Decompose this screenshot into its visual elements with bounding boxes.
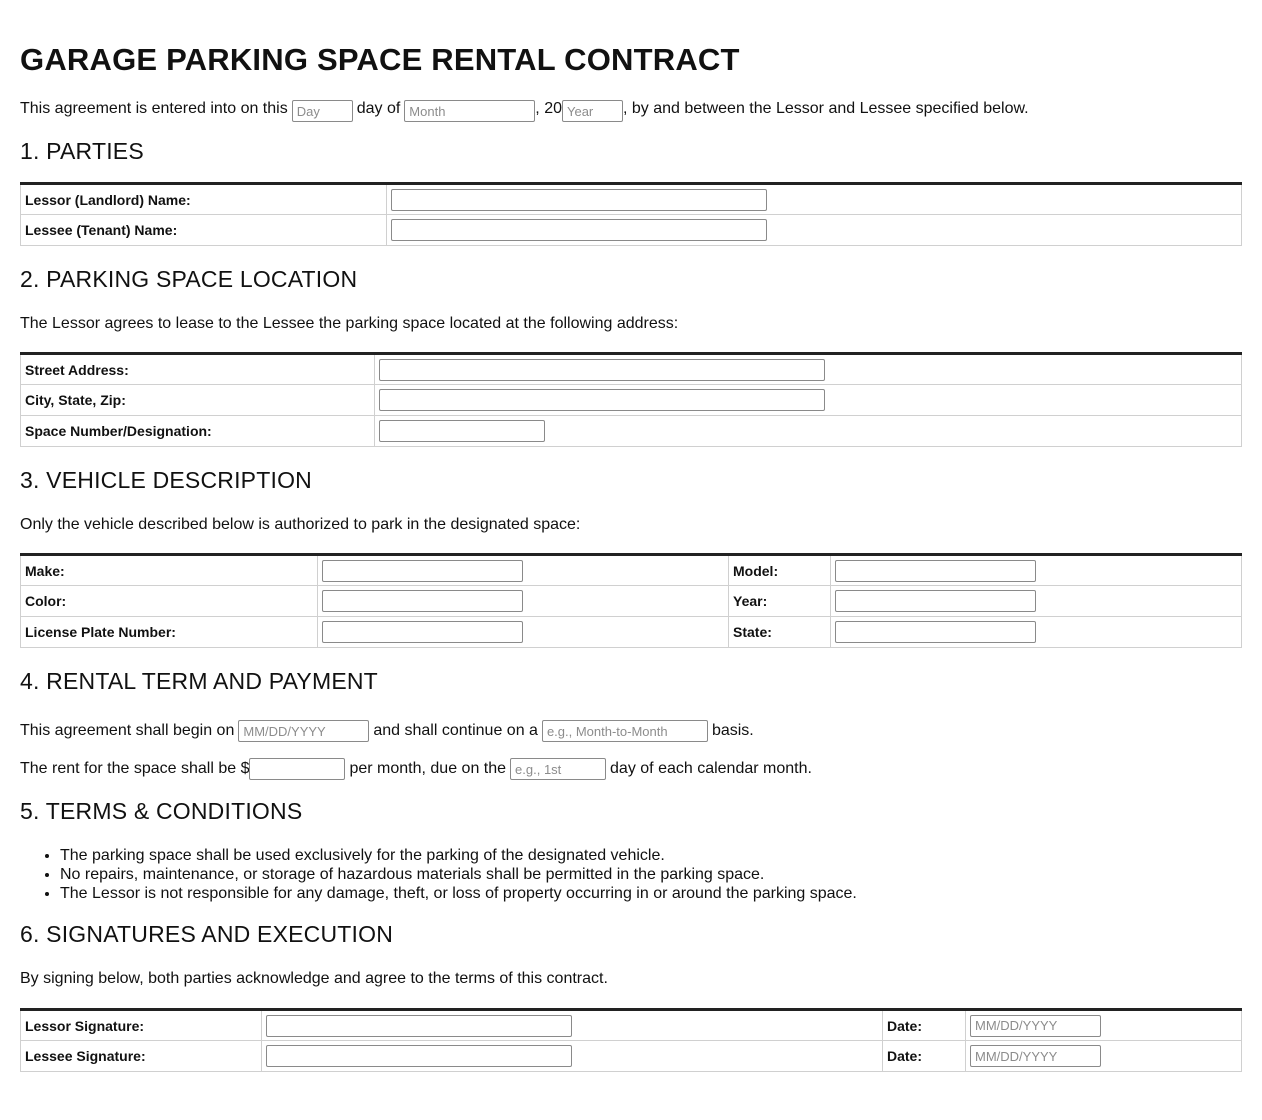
lessor-signature-label: Lessor Signature:: [21, 1010, 262, 1041]
vehicle-year-label: Year:: [729, 586, 831, 617]
state-cell: [831, 617, 1242, 648]
lessee-signature-label: Lessee Signature:: [21, 1041, 262, 1072]
parties-table: [20, 182, 1242, 246]
signatures-description: By signing below, both parties acknowledge and agree to the terms of this contract.: [20, 970, 608, 987]
intro-text-after: , by and between the Lessor and Lessee specified below.: [622, 100, 1029, 117]
table-row: [21, 416, 1242, 447]
state-input[interactable]: [835, 621, 1036, 643]
signatures-table: [20, 1008, 1242, 1072]
lessee-name-input[interactable]: [391, 219, 767, 241]
vehicle-year-cell: [831, 586, 1242, 617]
license-plate-label: License Plate Number:: [21, 617, 318, 648]
color-input[interactable]: [322, 590, 523, 612]
table-row: [21, 354, 1242, 385]
terms-list: [20, 846, 1242, 913]
rental-basis-input[interactable]: [542, 720, 708, 742]
model-input[interactable]: [835, 560, 1036, 582]
lessee-date-label: Date:: [883, 1041, 966, 1072]
color-label: Color:: [21, 586, 318, 617]
lessee-date-input[interactable]: [970, 1045, 1101, 1067]
lessor-date-cell: [966, 1010, 1242, 1041]
lessor-date-label: Date:: [883, 1010, 966, 1041]
street-address-input[interactable]: [379, 359, 825, 381]
parties-heading: 1. PARTIES: [20, 138, 144, 164]
terms-heading: 5. TERMS & CONDITIONS: [20, 798, 303, 824]
vehicle-year-input[interactable]: [835, 590, 1036, 612]
license-plate-cell: [318, 617, 729, 648]
lessor-date-input[interactable]: [970, 1015, 1101, 1037]
begin-date-input[interactable]: [238, 720, 369, 742]
intro-text-year-prefix: , 20: [535, 100, 562, 117]
location-table: [20, 352, 1242, 447]
license-plate-input[interactable]: [322, 621, 523, 643]
table-row: [21, 586, 1242, 617]
page-title: GARAGE PARKING SPACE RENTAL CONTRACT: [20, 42, 740, 77]
lessee-date-cell: [966, 1041, 1242, 1072]
signatures-heading: 6. SIGNATURES AND EXECUTION: [20, 921, 394, 947]
rental-continue-text: and shall continue on a: [373, 722, 538, 739]
city-state-zip-label: City, State, Zip:: [21, 385, 375, 416]
table-row: [21, 1041, 1242, 1072]
rental-day-text: day of each calendar month.: [610, 760, 812, 777]
rental-rent-line: [20, 750, 1242, 788]
lessee-name-cell: [387, 215, 1242, 246]
make-input[interactable]: [322, 560, 523, 582]
lessor-signature-cell: [262, 1010, 883, 1041]
lessor-name-input[interactable]: [391, 189, 767, 211]
intro-line: [20, 86, 1242, 138]
space-number-cell: [375, 416, 1242, 447]
year-input[interactable]: [562, 100, 623, 122]
make-label: Make:: [21, 555, 318, 586]
lessor-name-label: Lessor (Landlord) Name:: [21, 184, 387, 215]
color-cell: [318, 586, 729, 617]
lessee-signature-cell: [262, 1041, 883, 1072]
table-row: [21, 617, 1242, 648]
space-number-label: Space Number/Designation:: [21, 416, 375, 447]
table-row: [21, 385, 1242, 416]
lessee-name-label: Lessee (Tenant) Name:: [21, 215, 387, 246]
lessor-name-cell: [387, 184, 1242, 215]
lessor-signature-input[interactable]: [266, 1015, 572, 1037]
lessee-signature-input[interactable]: [266, 1045, 572, 1067]
street-address-label: Street Address:: [21, 354, 375, 385]
model-label: Model:: [729, 555, 831, 586]
table-row: [21, 555, 1242, 586]
table-row: [21, 215, 1242, 246]
day-input[interactable]: [292, 100, 353, 122]
vehicle-table: [20, 553, 1242, 648]
rental-begin-text: This agreement shall begin on: [20, 722, 235, 739]
rent-amount-input[interactable]: [249, 758, 345, 780]
vehicle-heading: 3. VEHICLE DESCRIPTION: [20, 467, 312, 493]
month-input[interactable]: [404, 100, 535, 122]
table-row: [21, 184, 1242, 215]
location-description: The Lessor agrees to lease to the Lessee the parking space located at the following address:: [20, 315, 679, 332]
rental-due-text: per month, due on the: [349, 760, 507, 777]
model-cell: [831, 555, 1242, 586]
rental-heading: 4. RENTAL TERM AND PAYMENT: [20, 668, 378, 694]
state-label: State:: [729, 617, 831, 648]
terms-item: • The Lessor is not responsible for any damage, theft, or loss of property occurring in or around the parking space.: [60, 884, 1242, 903]
street-address-cell: [375, 354, 1242, 385]
terms-item: • The parking space shall be used exclusively for the parking of the designated vehicle.: [60, 846, 1242, 865]
space-number-input[interactable]: [379, 420, 545, 442]
city-state-zip-cell: [375, 385, 1242, 416]
rental-basis-text: basis.: [711, 722, 754, 739]
due-day-input[interactable]: [510, 758, 606, 780]
make-cell: [318, 555, 729, 586]
intro-text-day-of: day of: [356, 100, 401, 117]
table-row: [21, 1010, 1242, 1041]
vehicle-description: Only the vehicle described below is authorized to park in the designated space:: [20, 516, 581, 533]
rental-rent-text: The rent for the space shall be $: [20, 760, 250, 777]
location-heading: 2. PARKING SPACE LOCATION: [20, 266, 358, 292]
rental-begin-line: [20, 712, 1242, 750]
intro-text-before-day: This agreement is entered into on this: [20, 100, 288, 117]
city-state-zip-input[interactable]: [379, 389, 825, 411]
terms-item: • No repairs, maintenance, or storage of hazardous materials shall be permitted in the parking space.: [60, 865, 1242, 884]
